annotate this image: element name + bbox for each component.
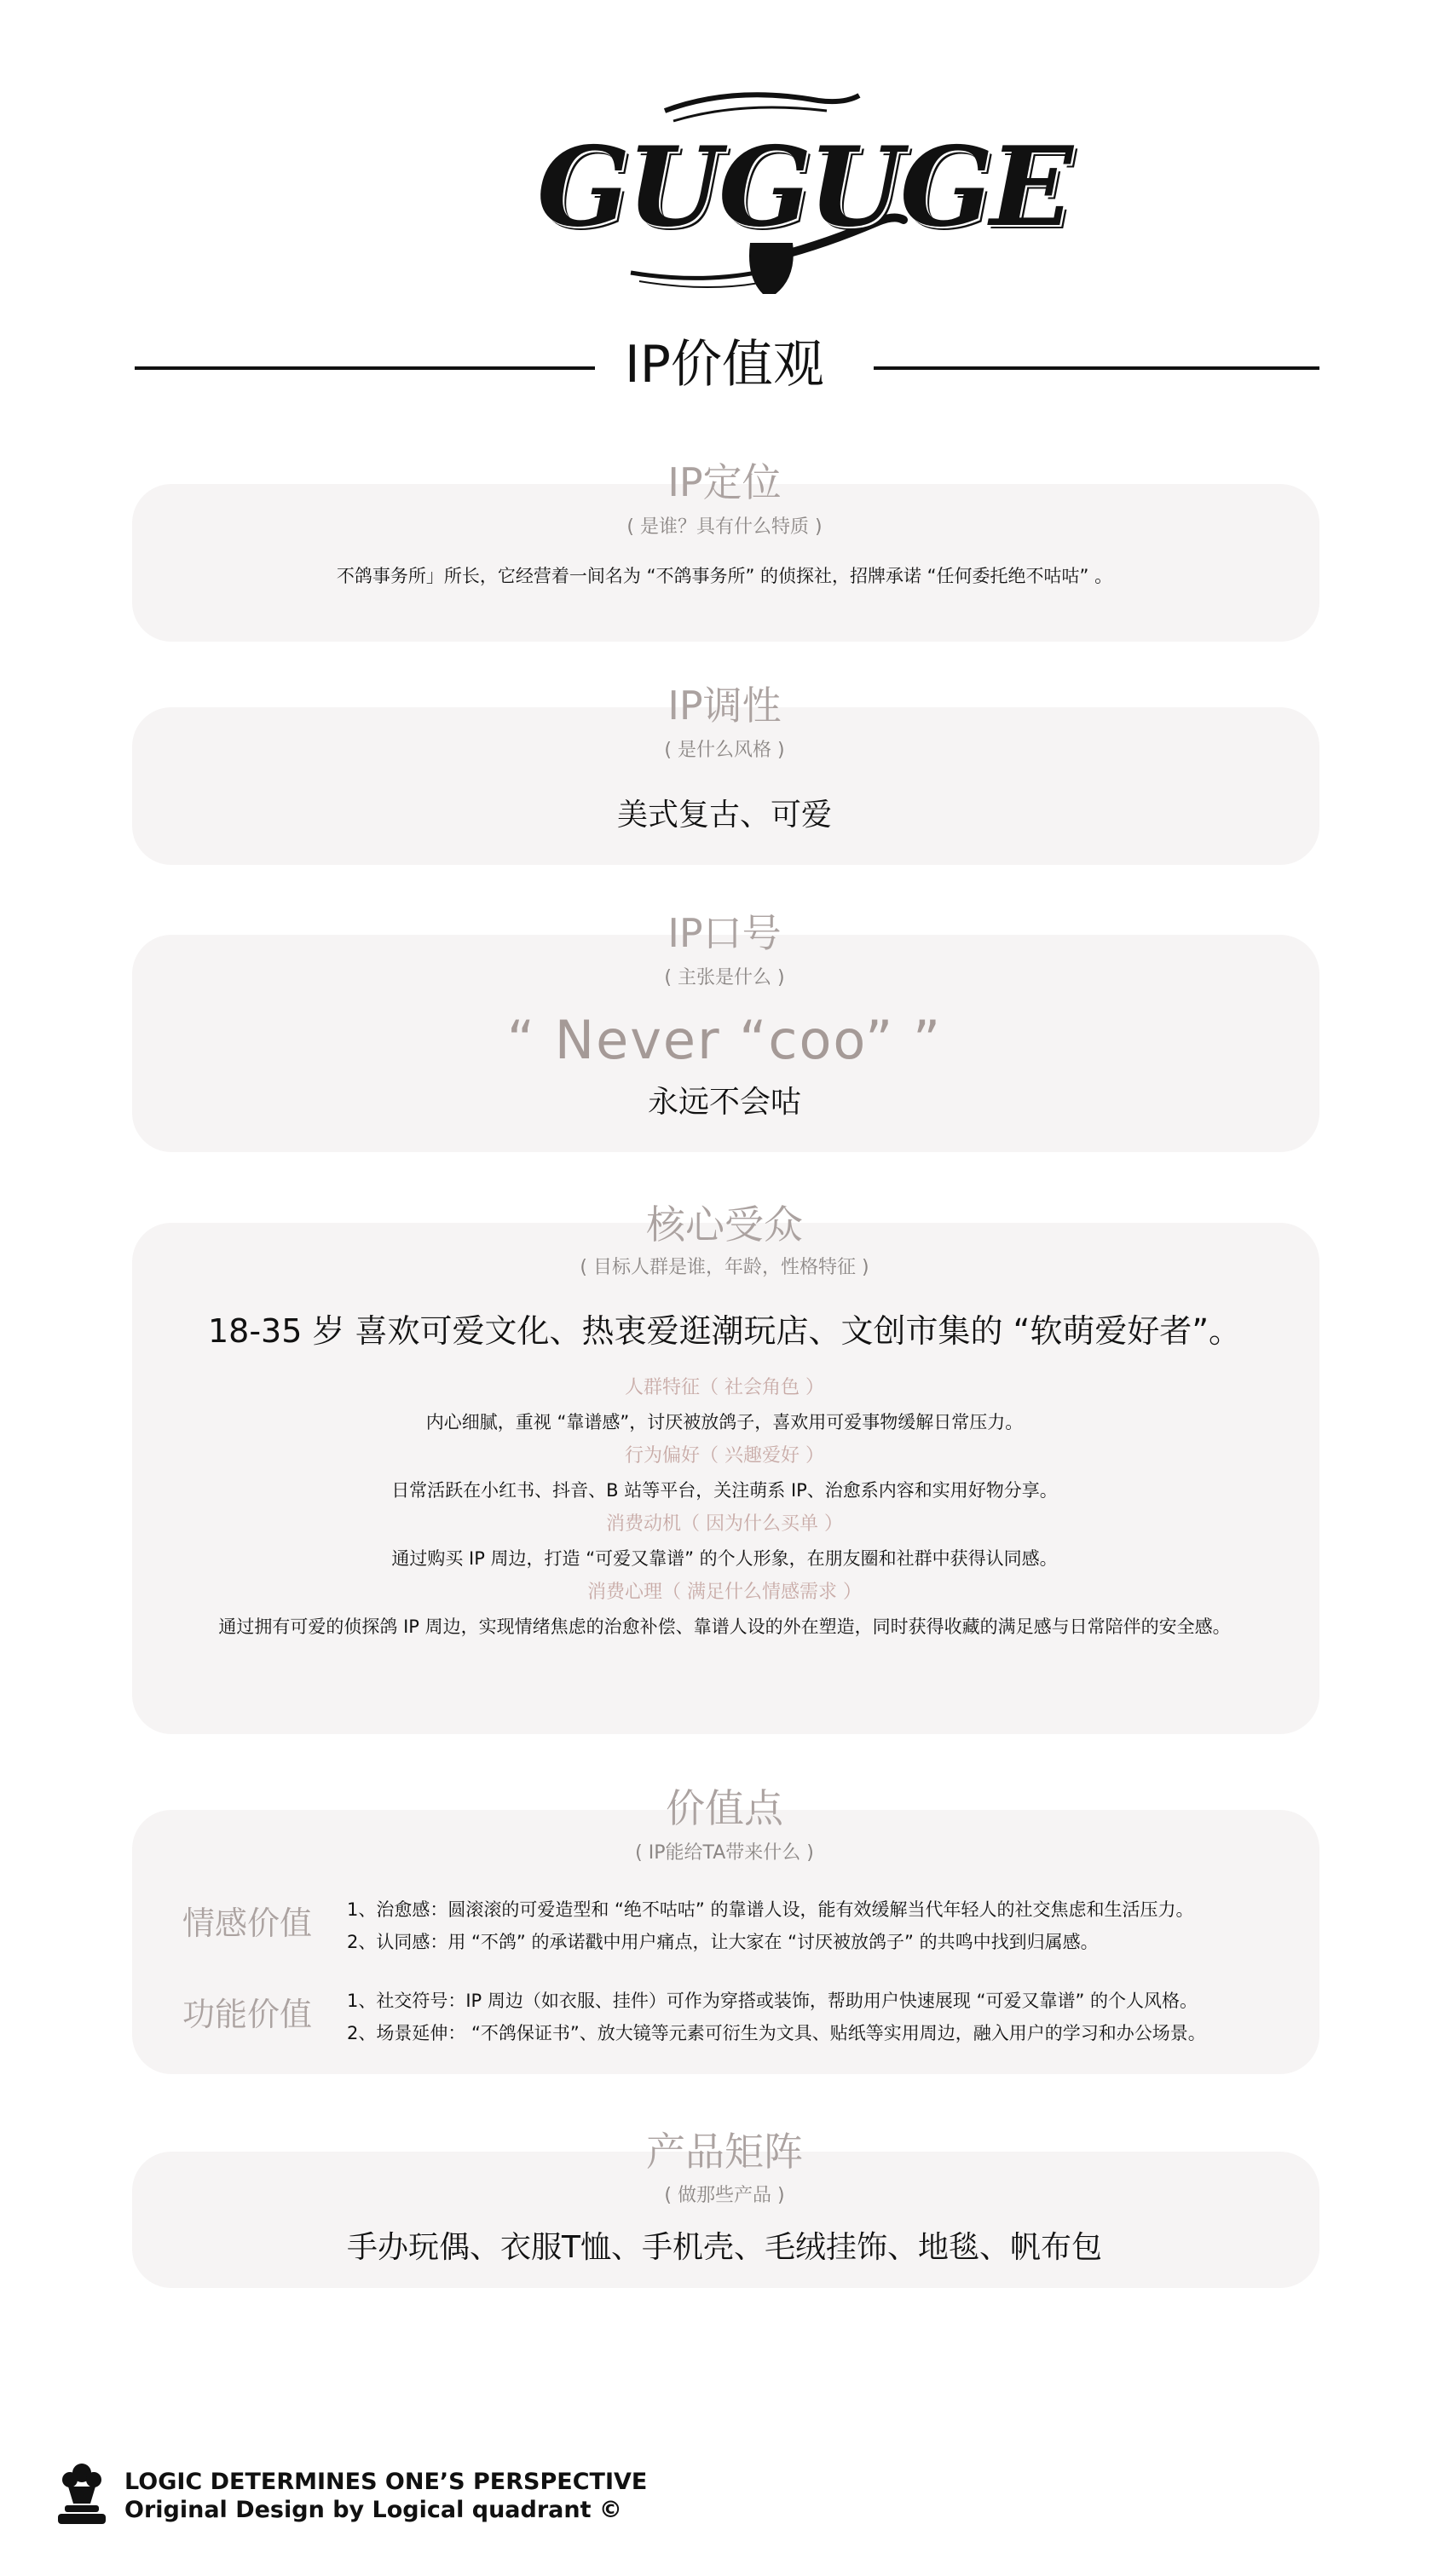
products-title: 产品矩阵 [646, 2129, 803, 2175]
positioning-subtitle: ( 是谁？具有什么特质 ) [626, 516, 823, 538]
slogan-subtitle: ( 主张是什么 ) [664, 967, 785, 988]
header-rule-right [874, 366, 1319, 370]
audience-item-label: 行为偏好（ 兴趣爱好 ） [625, 1445, 824, 1467]
footer-tagline: LOGIC DETERMINES ONE’S PERSPECTIVE [124, 2469, 648, 2495]
slogan-chinese: 永远不会咕 [647, 1085, 801, 1120]
footer-credit: Original Design by Logical quadrant © [124, 2497, 622, 2523]
values-subtitle: ( IP能给TA带来什么 ) [635, 1842, 814, 1864]
audience-headline: 18-35 岁 喜欢可爱文化、热衷爱逛潮玩店、文创市集的 “软萌爱好者”。 [207, 1312, 1242, 1350]
page-title: IP价值观 [625, 335, 824, 395]
audience-item-text: 日常活跃在小红书、抖音、B 站等平台，关注萌系 IP、治愈系内容和实用好物分享。 [391, 1480, 1058, 1501]
products-subtitle: ( 做那些产品 ) [664, 2185, 785, 2206]
audience-item-text: 通过拥有可爱的侦探鸽 IP 周边，实现情绪焦虑的治愈补偿、靠谱人设的外在塑造，同时获得收藏的满足感与日常陪伴的安全感。 [218, 1616, 1231, 1637]
emotional-value-line: 1、治愈感：圆滚滚的可爱造型和 “绝不咕咕” 的靠谱人设，能有效缓解当代年轻人的社交焦虑和生活压力。 [347, 1899, 1194, 1920]
products-text: 手办玩偶、衣服T恤、手机壳、毛绒挂饰、地毯、帆布包 [347, 2230, 1102, 2265]
audience-item-text: 通过购买 IP 周边，打造 “可爱又靠谱” 的个人形象，在朋友圈和社群中获得认同感。 [391, 1548, 1058, 1569]
audience-item-label: 消费心理（ 满足什么情感需求 ） [587, 1582, 862, 1603]
emotional-value-label: 情感价值 [182, 1905, 312, 1942]
audience-item-label: 消费动机（ 因为什么买单 ） [606, 1513, 843, 1535]
tone-subtitle: ( 是什么风格 ) [664, 740, 785, 761]
positioning-title: IP定位 [667, 459, 782, 505]
chess-piece-icon [51, 2461, 113, 2526]
audience-item-label: 人群特征（ 社会角色 ） [625, 1377, 824, 1398]
brand-logo [537, 85, 1070, 298]
values-title: 价值点 [666, 1785, 783, 1831]
emotional-value-line: 2、认同感：用 “不鸽” 的承诺戳中用户痛点，让大家在 “讨厌被放鸽子” 的共鸣中找到归属感。 [347, 1932, 1099, 1952]
logo-wordmark: GUGUGE [537, 124, 1070, 251]
tone-text: 美式复古、可爱 [616, 798, 832, 833]
audience-item-text: 内心细腻，重视 “靠谱感”，讨厌被放鸽子，喜欢用可爱事物缓解日常压力。 [425, 1412, 1024, 1432]
functional-value-line: 1、社交符号：IP 周边（如衣服、挂件）可作为穿搭或装饰，帮助用户快速展现 “可爱又靠谱” 的个人风格。 [347, 1991, 1198, 2011]
positioning-text: 不鸽事务所」所长，它经营着一间名为 “不鸽事务所” 的侦探社，招牌承诺 “任何委托绝不咕咕” 。 [336, 566, 1113, 586]
slogan-title: IP口号 [667, 910, 782, 956]
functional-value-label: 功能价值 [182, 1996, 312, 2033]
slogan-english: “ Never “coo” ” [506, 1009, 943, 1071]
audience-title: 核心受众 [646, 1202, 803, 1248]
header-rule-left [135, 366, 595, 370]
tone-title: IP调性 [667, 683, 782, 729]
audience-subtitle: ( 目标人群是谁，年龄，性格特征 ) [580, 1257, 869, 1278]
functional-value-line: 2、场景延伸： “不鸽保证书”、放大镜等元素可衍生为文具、贴纸等实用周边，融入用户的学习和办公场景。 [347, 2023, 1206, 2043]
tone-card [132, 707, 1319, 865]
